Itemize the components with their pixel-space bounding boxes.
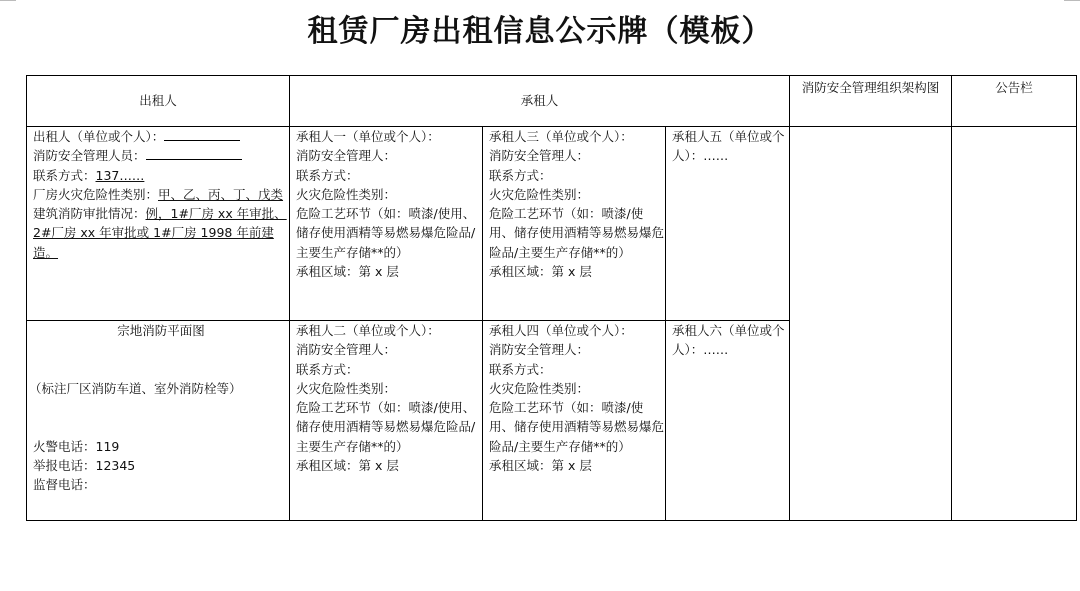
tenant-header: 承租人	[290, 76, 790, 127]
tenant-1-cell	[290, 127, 483, 321]
tenant-2-name: 承租人二（单位或个人）：	[296, 323, 440, 338]
lessor-contact-line	[33, 166, 289, 185]
lessor-fire-category-value: 甲、乙、丙、丁、戊类	[158, 186, 284, 202]
tenant-2-manager: 消防安全管理人：	[296, 342, 397, 358]
fire-alarm-phone: 火警电话：119	[33, 438, 120, 454]
tenant-4-contact: 联系方式：	[489, 361, 552, 377]
tenant-3-manager: 消防安全管理人：	[489, 148, 590, 164]
notice-board-area	[952, 127, 1077, 521]
lessor-manager-blank	[146, 147, 242, 160]
tenant-1-process: 危险工艺环节（如：喷漆/使用、储存使用酒精等易燃易爆危险品/主要生产存储**的）	[296, 206, 476, 260]
lessor-unit-label: 出租人（单位或个人）：	[33, 129, 165, 144]
lessor-approval-value: 例，1#厂房 xx 年审批、2#厂房 xx 年审批或 1#厂房 1998 年前建造。	[33, 206, 287, 260]
report-phone: 举报电话：12345	[33, 458, 136, 474]
tenant-4-manager: 消防安全管理人：	[489, 342, 590, 358]
lessor-unit-blank	[164, 128, 240, 141]
page-corner-mark-left	[0, 0, 16, 1]
site-plan-title: 宗地消防平面图	[117, 323, 205, 338]
tenant-4-process: 危险工艺环节（如：喷漆/使用、储存使用酒精等易燃易爆危险品/主要生产存储**的）	[489, 400, 665, 454]
tenant-3-fire-category: 火灾危险性类别：	[489, 186, 590, 202]
lessor-fire-category-label: 厂房火灾危险性类别：	[33, 186, 159, 202]
tenant-5-name: 承租人五（单位或个人）：……	[672, 129, 785, 164]
site-plan-note: （标注厂区消防车道、室外消防栓等）	[29, 380, 242, 396]
lessor-manager-line	[33, 146, 289, 165]
tenant-2-cell	[290, 321, 483, 521]
page-corner-mark-right	[1064, 0, 1080, 1]
lessor-info-cell	[27, 127, 290, 321]
tenant-2-fire-category: 火灾危险性类别：	[296, 380, 397, 396]
lessor-fire-category-line	[33, 185, 289, 204]
lessor-approval-line	[33, 204, 289, 262]
tenant-3-area: 承租区域：第 x 层	[489, 264, 592, 280]
tenant-2-area: 承租区域：第 x 层	[296, 458, 399, 474]
tenant-6-cell	[666, 321, 790, 521]
site-plan-spacer	[33, 398, 289, 417]
tenant-1-fire-category: 火灾危险性类别：	[296, 186, 397, 202]
tenant-4-name: 承租人四（单位或个人）：	[489, 323, 633, 338]
lessor-header: 出租人	[27, 76, 290, 127]
tenant-4-cell	[483, 321, 666, 521]
lessor-contact-label: 联系方式：	[33, 167, 96, 183]
tenant-2-contact: 联系方式：	[296, 361, 359, 377]
supervision-phone: 监督电话：	[33, 477, 96, 493]
notice-board-header: 公告栏	[952, 76, 1077, 127]
tenant-4-fire-category: 火灾危险性类别：	[489, 380, 590, 396]
lessor-manager-label: 消防安全管理人员：	[33, 148, 146, 164]
lessor-approval-label: 建筑消防审批情况：	[33, 206, 146, 222]
info-board-table	[26, 75, 1077, 521]
org-chart-header: 消防安全管理组织架构图	[790, 76, 952, 127]
lessor-contact-value: 137……	[95, 167, 145, 183]
org-chart-area	[790, 127, 952, 521]
page-title: 租赁厂房出租信息公示牌（模板）	[307, 14, 773, 49]
site-plan-spacer	[33, 340, 289, 359]
site-plan-cell	[27, 321, 290, 521]
tenant-1-area: 承租区域：第 x 层	[296, 264, 399, 280]
tenant-1-manager: 消防安全管理人：	[296, 148, 397, 164]
tenant-5-cell	[666, 127, 790, 321]
lessor-unit-line	[33, 127, 289, 146]
tenant-3-name: 承租人三（单位或个人）：	[489, 129, 633, 144]
tenant-1-name: 承租人一（单位或个人）：	[296, 129, 440, 144]
site-plan-spacer	[33, 360, 289, 379]
tenant-6-name: 承租人六（单位或个人）：……	[672, 323, 785, 358]
site-plan-spacer	[33, 417, 289, 436]
tenant-1-contact: 联系方式：	[296, 167, 359, 183]
tenant-3-cell	[483, 127, 666, 321]
tenant-2-process: 危险工艺环节（如：喷漆/使用、储存使用酒精等易燃易爆危险品/主要生产存储**的）	[296, 400, 476, 454]
tenant-3-process: 危险工艺环节（如：喷漆/使用、储存使用酒精等易燃易爆危险品/主要生产存储**的）	[489, 206, 665, 260]
tenant-4-area: 承租区域：第 x 层	[489, 458, 592, 474]
tenant-3-contact: 联系方式：	[489, 167, 552, 183]
